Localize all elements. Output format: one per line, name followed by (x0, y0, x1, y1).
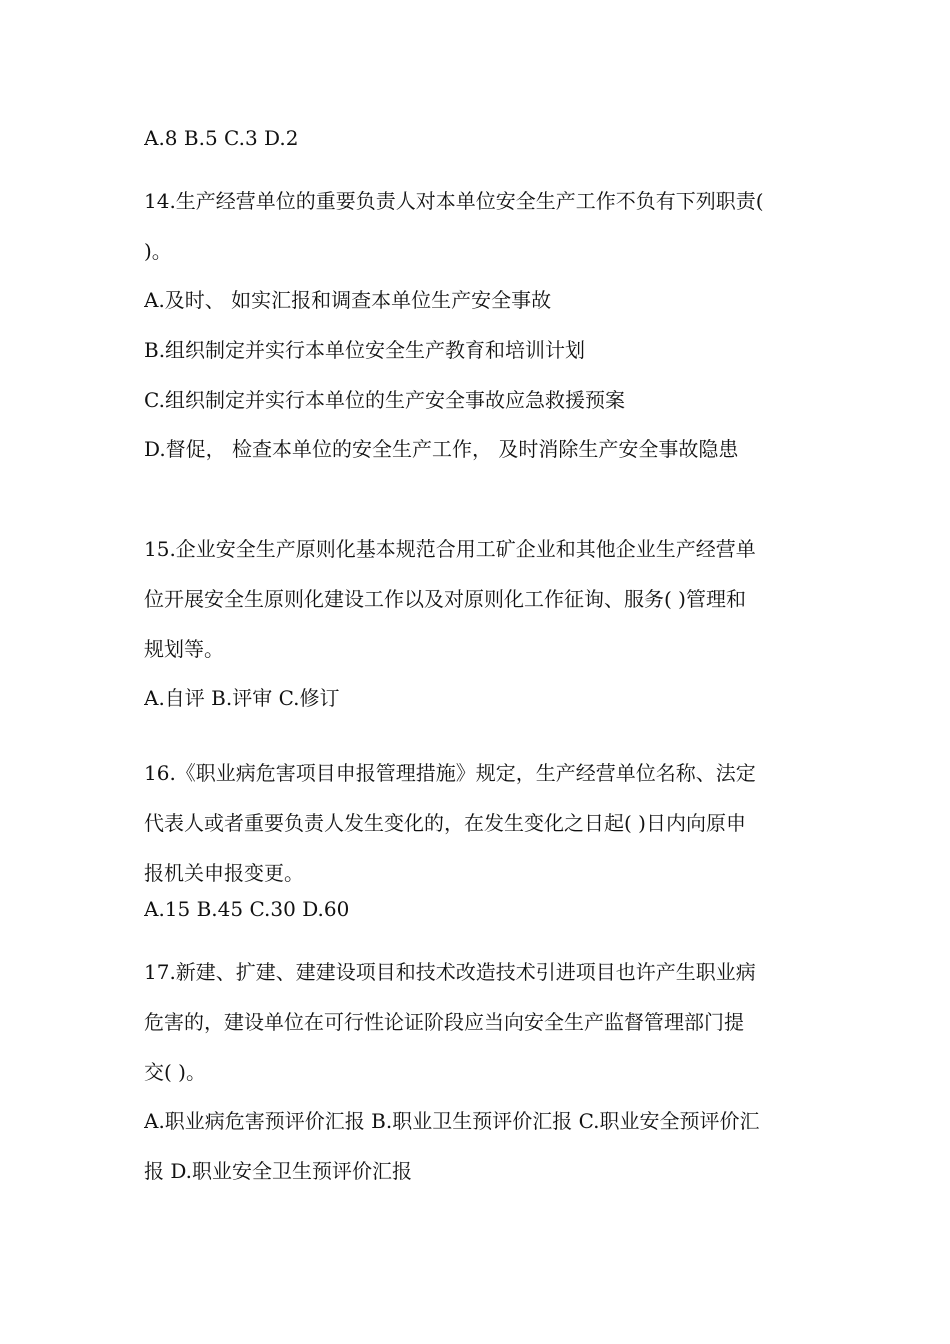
question-16-text-line-2: 代表人或者重要负责人发生变化的，在发生变化之日起( )日内向原申 (144, 811, 746, 835)
question-17-text-line-3: 交( )。 (144, 1060, 206, 1084)
question-15-text-line-2: 位开展安全生原则化建设工作以及对原则化工作征询、服务( )管理和 (144, 587, 746, 611)
question-17-text-line-1: 17.新建、扩建、建建设项目和技术改造技术引进项目也许产生职业病 (144, 960, 756, 984)
question-14-option-d: D.督促， 检查本单位的安全生产工作， 及时消除生产安全事故隐患 (144, 437, 739, 461)
question-16-options: A.15 B.45 C.30 D.60 (144, 897, 350, 921)
question-16-text-line-3: 报机关申报变更。 (144, 861, 304, 885)
question-17-text-line-2: 危害的，建设单位在可行性论证阶段应当向安全生产监督管理部门提 (144, 1010, 744, 1034)
question-14-option-c: C.组织制定并实行本单位的生产安全事故应急救援预案 (144, 388, 625, 412)
question-14-text-line-2: )。 (144, 239, 172, 263)
question-17-options-line-1: A.职业病危害预评价汇报 B.职业卫生预评价汇报 C.职业安全预评价汇 (144, 1109, 760, 1133)
question-13-options: A.8 B.5 C.3 D.2 (144, 126, 299, 150)
question-15-options: A.自评 B.评审 C.修订 (144, 686, 340, 710)
question-17-options-line-2: 报 D.职业安全卫生预评价汇报 (144, 1159, 413, 1183)
question-14-option-a: A.及时、 如实汇报和调查本单位生产安全事故 (144, 288, 552, 312)
question-15-text-line-1: 15.企业安全生产原则化基本规范合用工矿企业和其他企业生产经营单 (144, 537, 756, 561)
question-14-text-line-1: 14.生产经营单位的重要负责人对本单位安全生产工作不负有下列职责( (144, 189, 764, 213)
question-16-text-line-1: 16.《职业病危害项目申报管理措施》规定，生产经营单位名称、法定 (144, 761, 756, 785)
question-15-text-line-3: 规划等。 (144, 637, 224, 661)
question-14-option-b: B.组织制定并实行本单位安全生产教育和培训计划 (144, 338, 586, 362)
